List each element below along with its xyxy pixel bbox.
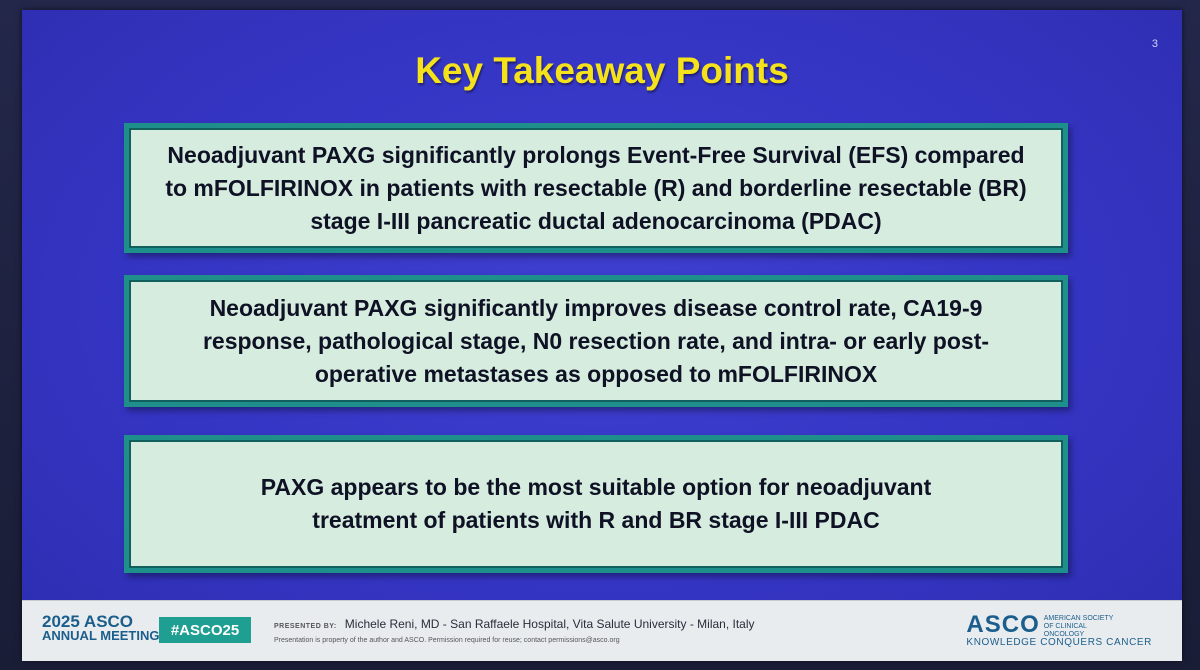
slide-title: Key Takeaway Points (415, 50, 789, 91)
hashtag-badge: #ASCO25 (159, 617, 251, 643)
copyright-notice: Presentation is property of the author and ASCO. Permission required for reuse; contact permissions@asco.org (274, 637, 620, 644)
takeaway-text-2: Neoadjuvant PAXG significantly improves disease control rate, CA19-9 response, pathological stage, N0 resection rate, and intra- or early post-operative metastases as opposed to mFOLFIRINOX (202, 294, 990, 387)
asco-logo (966, 611, 1152, 648)
takeaway-box-2 (124, 275, 1068, 407)
slide-number: 3 (1151, 38, 1158, 50)
presented-by-label: PRESENTED BY: (274, 623, 337, 630)
slide-footer (22, 600, 1182, 661)
asco-tagline: KNOWLEDGE CONQUERS CANCER (966, 637, 1152, 648)
presenter-name: Michele Reni, MD - San Raffaele Hospital, Vita Salute University - Milan, Italy (344, 617, 755, 631)
presenter-line (274, 617, 755, 631)
takeaway-box-1 (124, 123, 1068, 253)
meeting-logo (42, 612, 160, 643)
meeting-year: 2025 ASCO (42, 612, 134, 631)
takeaway-text-1: Neoadjuvant PAXG significantly prolongs Event-Free Survival (EFS) compared to mFOLFIRINOX in patients with resectable (R) and borderline resectable (BR) stage I-III pancreatic ductal adenocarcinoma (PDAC) (165, 141, 1027, 234)
presentation-slide (22, 10, 1182, 660)
asco-org-name: AMERICAN SOCIETY OF CLINICAL ONCOLOGY (1043, 615, 1114, 638)
asco-wordmark: ASCO (966, 611, 1040, 638)
takeaway-text-3: PAXG appears to be the most suitable option for neoadjuvant treatment of patients with R and BR stage I-III PDAC (260, 474, 932, 533)
meeting-name: ANNUAL MEETING (42, 628, 160, 643)
takeaway-box-3 (124, 435, 1068, 573)
